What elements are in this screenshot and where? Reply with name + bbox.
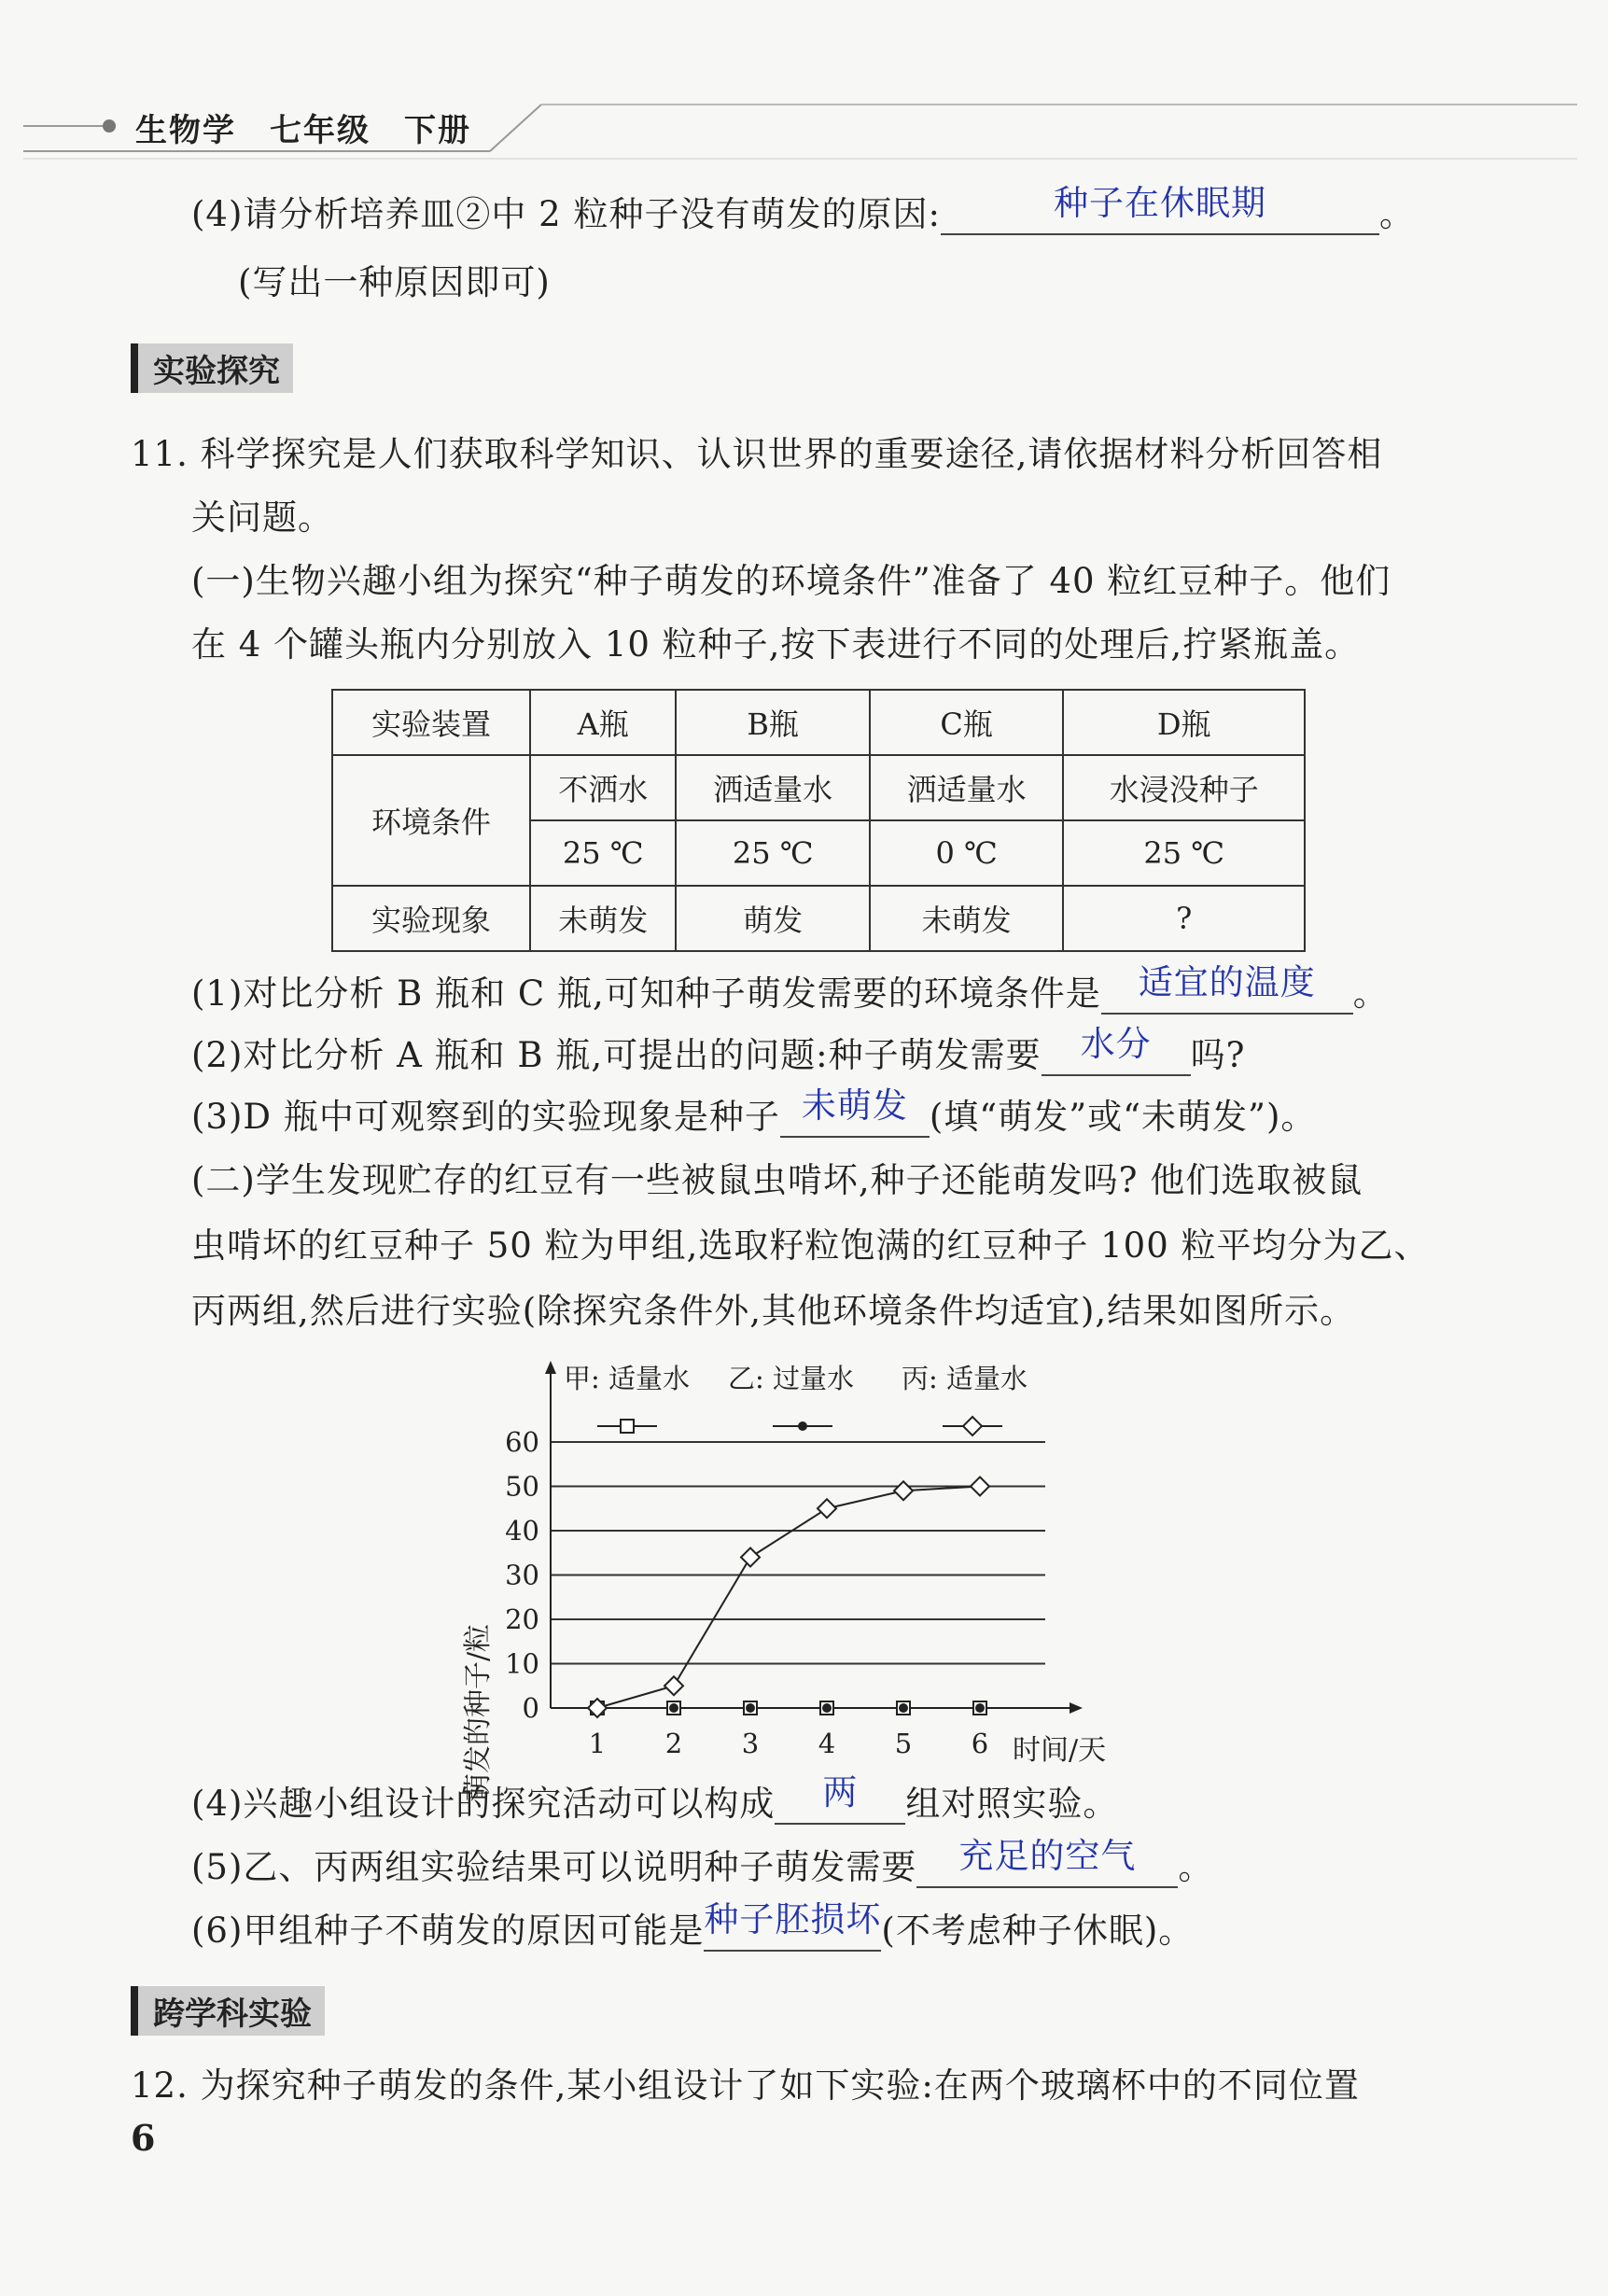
page-number: 6 [131,2117,156,2159]
section-title-experiment: 实验探究 [131,343,293,393]
chart-legend-label: 甲: 适量水 [564,1363,690,1394]
chart-ytick-label: 20 [505,1603,539,1635]
chart-axes [545,1361,1083,1714]
table-cell: ? [1063,886,1305,951]
chart-series-line [597,1487,980,1709]
q11-s5-text: (5)乙、丙两组实验结果可以说明种子萌发需要 [191,1847,917,1887]
header-title: 生物学 七年级 下册 [135,112,471,149]
q11-s1-answer: 适宜的温度 [1138,962,1316,1002]
chart-xlabel: 时间/天 [1013,1734,1107,1767]
chart-ytick-label: 60 [505,1426,539,1458]
chart-legend-swatch-marker [963,1417,982,1435]
table-cell: 水浸没种子 [1063,755,1305,820]
q11-s6 [191,1899,1195,1954]
chart-data-point [894,1481,913,1500]
prev-q4-text: (4)请分析培养皿②中 2 粒种子没有萌发的原因: [191,194,941,234]
prev-q4-note: (写出一种原因即可) [238,262,551,302]
q11-part2-line3: 丙两组,然后进行实验(除探究条件外,其他环境条件均适宜),结果如图所示。 [191,1291,1356,1331]
chart-data-point [741,1548,760,1567]
chart-data-point [975,1703,985,1713]
q12-line1: 12. 为探究种子萌发的条件,某小组设计了如下实验:在两个玻璃杯中的不同位置 [131,2065,1360,2106]
chart-ylabel: 萌发的种子/粒 [462,1623,495,1802]
q11-s5-blank [916,1836,1178,1888]
q11-part2-line1: (二)学生发现贮存的红豆有一些被鼠虫啃坏,种子还能萌发吗? 他们选取被鼠 [191,1160,1363,1200]
table-cell: D瓶 [1063,690,1305,755]
chart-lines [597,1487,980,1709]
chart-grid [551,1442,1045,1664]
chart-ytick-label: 40 [505,1515,539,1547]
q11-s4 [191,1772,1119,1827]
chart-legend-label: 乙: 过量水 [728,1363,854,1394]
chart-x-arrow [1070,1702,1083,1714]
q11-s4-suffix: 组对照实验。 [905,1784,1119,1824]
chart-legend [564,1363,1028,1435]
chart-xtick-label: 5 [894,1728,913,1759]
q11-part1-line1: (一)生物兴趣小组为探究“种子萌发的环境条件”准备了 40 粒红豆种子。他们 [191,561,1391,601]
q11-s6-answer: 种子胚损坏 [704,1899,882,1939]
table-cell: 实验装置 [332,690,530,755]
q11-s2-text: (2)对比分析 A 瓶和 B 瓶,可提出的问题:种子萌发需要 [191,1035,1042,1075]
q11-s6-text: (6)甲组种子不萌发的原因可能是 [191,1911,705,1951]
chart-data-point [971,1477,989,1496]
q11-s6-blank [704,1899,882,1952]
chart-markers [588,1477,989,1718]
chart-ytick-label: 30 [505,1559,539,1591]
table-cell: 环境条件 [332,755,530,886]
q11-s5 [191,1836,1214,1891]
prev-q4-suffix: 。 [1378,194,1415,234]
table-cell: 25 ℃ [530,820,676,886]
q11-s4-blank [775,1772,905,1825]
q11-part2-line2: 虫啃坏的红豆种子 50 粒为甲组,选取籽粒饱满的红豆种子 100 粒平均分为乙、 [191,1225,1430,1266]
table-cell: B瓶 [676,690,870,755]
table-cell: 未萌发 [870,886,1064,951]
table-cell: A瓶 [530,690,676,755]
q11-s5-answer: 充足的空气 [958,1836,1137,1876]
q11-s2-answer: 水分 [1080,1024,1152,1064]
chart-data-point [822,1703,832,1713]
q11-s3-suffix: (填“萌发”或“未萌发”)。 [929,1097,1317,1137]
chart-y-arrow [545,1361,556,1374]
chart-xtick-label: 3 [741,1728,760,1759]
chart-xtick-label: 4 [818,1728,836,1759]
q11-s5-suffix: 。 [1178,1847,1214,1887]
q11-part1-line2: 在 4 个罐头瓶内分别放入 10 粒种子,按下表进行不同的处理后,拧紧瓶盖。 [191,624,1361,665]
prev-q4-answer: 种子在休眠期 [1053,183,1266,223]
q11-s1-text: (1)对比分析 B 瓶和 C 瓶,可知种子萌发需要的环境条件是 [191,973,1101,1014]
q11-intro-line1: 11. 科学探究是人们获取科学知识、认识世界的重要途径,请依据材料分析回答相 [131,434,1383,474]
q11-s3-text: (3)D 瓶中可观察到的实验现象是种子 [191,1097,780,1137]
chart-ytick-label: 10 [505,1647,539,1680]
q11-s1-suffix: 。 [1352,973,1389,1014]
table-cell: 未萌发 [530,886,676,951]
q11-s2-suffix: 吗? [1190,1035,1246,1075]
chart-legend-swatch-marker [798,1421,807,1431]
chart-data-point [664,1676,683,1695]
chart-legend-swatch-marker [621,1420,634,1433]
table-cell: 萌发 [676,886,870,951]
chart-ytick-label: 0 [522,1692,539,1724]
table-cell: 洒适量水 [870,755,1064,820]
table-cell: 0 ℃ [870,820,1064,886]
q11-s3-answer: 未萌发 [801,1085,908,1126]
table-cell: 不洒水 [530,755,676,820]
chart-xtick-label: 6 [971,1728,989,1759]
chart-ytick-label: 50 [505,1470,539,1503]
chart-data-point [669,1703,678,1713]
q11-s4-answer: 两 [822,1772,859,1813]
section-title-interdisciplinary: 跨学科实验 [131,1986,325,2036]
table-cell: 洒适量水 [676,755,870,820]
chart-xtick-label: 2 [664,1728,683,1759]
table-cell: 25 ℃ [676,820,870,886]
q11-s6-suffix: (不考虑种子休眠)。 [881,1911,1195,1951]
q11-intro-line2: 关问题。 [191,497,333,538]
chart-legend-label: 丙: 适量水 [902,1363,1028,1394]
q11-s4-text: (4)兴趣小组设计的探究活动可以构成 [191,1784,776,1824]
chart-xtick-label: 1 [588,1728,607,1759]
table-cell: 25 ℃ [1063,820,1305,886]
table-cell: 实验现象 [332,886,530,951]
chart-data-point [899,1703,908,1713]
chart-data-point [746,1703,755,1713]
table-cell: C瓶 [870,690,1064,755]
chart-data-point [818,1499,836,1518]
